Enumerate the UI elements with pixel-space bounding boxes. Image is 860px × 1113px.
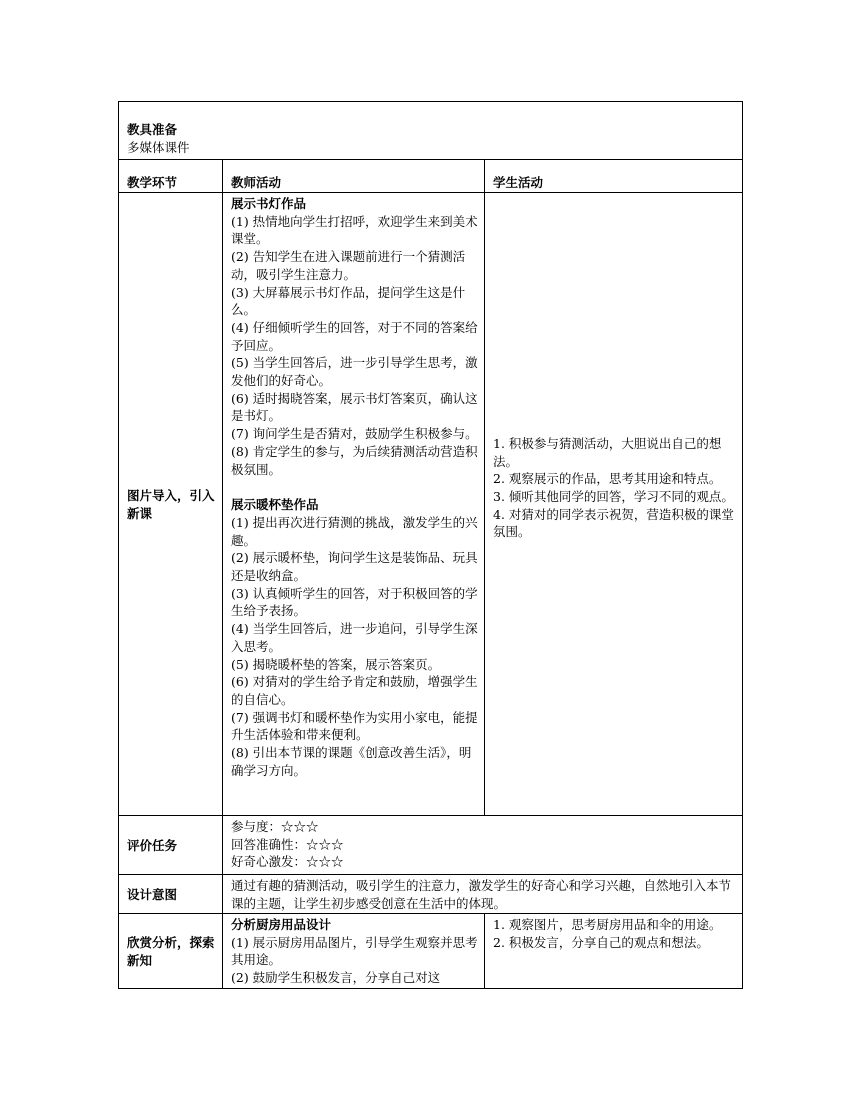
teacher-section2-title: 分析厨房用品设计 [231, 917, 332, 932]
list-item: 参与度：☆☆☆ [231, 819, 319, 834]
list-item: 1. 积极参与猜测活动，大胆说出自己的想法。 [493, 435, 722, 469]
list-item: (1) 展示厨房用品图片，引导学生观察并思考其用途。 [231, 934, 478, 968]
evaluation-content [223, 816, 743, 875]
list-item: (6) 适时揭晓答案，展示书灯答案页，确认这是书灯。 [231, 390, 478, 424]
section2-row [119, 914, 743, 989]
list-item: (1) 热情地向学生打招呼，欢迎学生来到美术课堂。 [231, 213, 478, 247]
materials-value: 多媒体课件 [127, 139, 190, 155]
evaluation-stage: 评价任务 [119, 816, 223, 875]
teacher-group2-title: 展示暖杯垫作品 [231, 497, 319, 513]
section1-stage: 图片导入，引入新课 [119, 193, 223, 816]
list-item: (3) 认真倾听学生的回答，对于积极回答的学生给予表扬。 [231, 585, 478, 619]
list-item: 4. 对猜对的同学表示祝贺，营造积极的课堂氛围。 [493, 506, 734, 540]
materials-cell [119, 102, 743, 160]
teacher-group1-title: 展示书灯作品 [231, 196, 307, 211]
header-row [119, 160, 743, 193]
list-item: (5) 当学生回答后，进一步引导学生思考，激发他们的好奇心。 [231, 355, 478, 389]
list-item: (4) 当学生回答后，进一步追问，引导学生深入思考。 [231, 621, 478, 654]
section2-stage: 欣赏分析，探索新知 [119, 914, 223, 989]
list-item: (3) 大屏幕展示书灯作品，提问学生这是什么。 [231, 284, 466, 318]
section1-student [485, 193, 743, 816]
list-item: 1. 观察图片，思考厨房用品和伞的用途。 [493, 917, 722, 932]
list-item: (2) 告知学生在进入课题前进行一个猜测活动，吸引学生注意力。 [231, 249, 466, 282]
list-item: (6) 对猜对的学生给予肯定和鼓励，增强学生的自信心。 [231, 674, 478, 707]
list-item: 好奇心激发：☆☆☆ [231, 854, 344, 870]
list-item: (1) 提出再次进行猜测的挑战，激发学生的兴趣。 [231, 514, 478, 548]
section1-teacher [223, 193, 485, 816]
materials-row [119, 102, 743, 160]
header-student: 学生活动 [485, 160, 743, 193]
list-item: 回答准确性：☆☆☆ [231, 836, 344, 852]
lesson-plan-table [118, 101, 743, 989]
design-stage: 设计意图 [119, 875, 223, 914]
student-list [493, 435, 736, 541]
list-item: (7) 询问学生是否猜对，鼓励学生积极参与。 [231, 426, 478, 442]
list-item: (4) 仔细倾听学生的回答，对于不同的答案给予回应。 [231, 319, 478, 353]
materials-title: 教具准备 [127, 122, 178, 137]
section2-student [485, 914, 743, 989]
section1-row [119, 193, 743, 816]
list-item: (8) 肯定学生的参与，为后续猜测活动营造积极氛围。 [231, 443, 478, 477]
list-item: (2) 鼓励学生积极发言，分享自己对这 [231, 970, 441, 986]
list-item: 2. 积极发言，分享自己的观点和想法。 [493, 934, 709, 950]
list-item: (8) 引出本节课的课题《创意改善生活》，明确学习方向。 [231, 745, 472, 778]
header-teacher: 教师活动 [223, 160, 485, 193]
design-row [119, 875, 743, 914]
section2-teacher [223, 914, 485, 989]
list-item: (5) 揭晓暖杯垫的答案，展示答案页。 [231, 656, 441, 672]
spacer [231, 478, 478, 496]
header-stage: 教学环节 [119, 160, 223, 193]
design-content: 通过有趣的猜测活动，吸引学生的注意力，激发学生的好奇心和学习兴趣，自然地引入本节课的主题，让学生初步感受创意在生活中的体现。 [223, 875, 743, 914]
list-item: (7) 强调书灯和暖杯垫作为实用小家电，能提升生活体验和带来便利。 [231, 709, 478, 743]
list-item: 2. 观察展示的作品，思考其用途和特点。 [493, 471, 722, 487]
list-item: 3. 倾听其他同学的回答，学习不同的观点。 [493, 489, 734, 504]
list-item: (2) 展示暖杯垫，询问学生这是装饰品、玩具还是收纳盒。 [231, 550, 478, 584]
evaluation-row [119, 816, 743, 875]
